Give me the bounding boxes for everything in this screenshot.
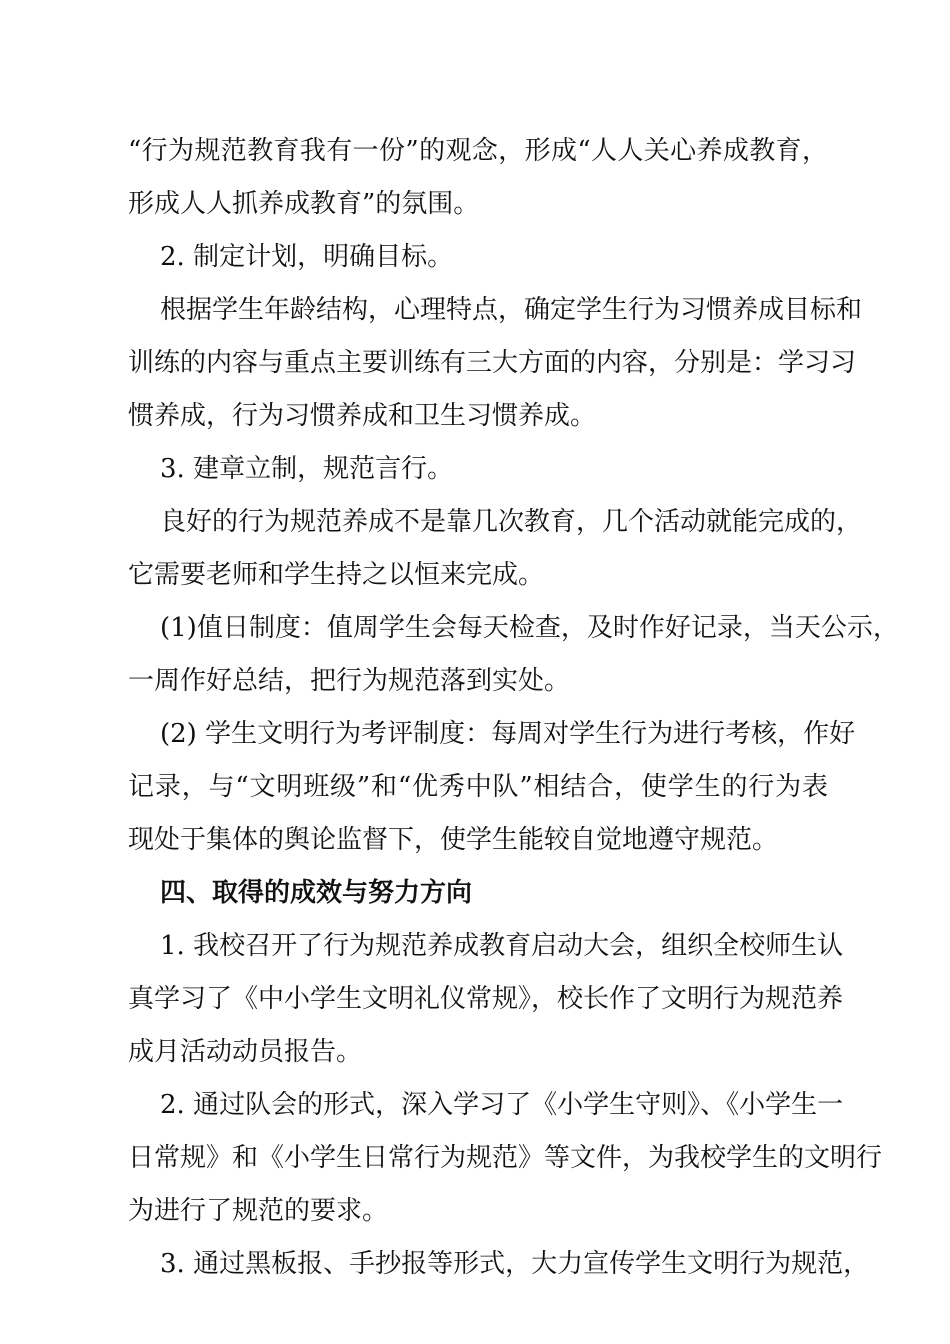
text-line: 现处于集体的舆论监督下，使学生能较自觉地遵守规范。: [128, 825, 779, 855]
document-body: [128, 125, 899, 1291]
paragraph: [128, 1079, 883, 1238]
text-line: 根据学生年龄结构，心理特点，确定学生行为习惯养成目标和: [160, 295, 863, 325]
paragraph: [128, 602, 899, 708]
text-line: 一周作好总结，把行为规范落到实处。: [128, 666, 571, 696]
paragraph: [128, 443, 828, 496]
text-line: (2) 学生文明行为考评制度：每周对学生行为进行考核，作好: [160, 719, 856, 749]
text-line: 惯养成，行为习惯养成和卫生习惯养成。: [128, 401, 597, 431]
text-line: 它需要老师和学生持之以恒来完成。: [128, 560, 545, 590]
paragraph: [128, 231, 828, 284]
heading-line: 四、取得的成效与努力方向: [160, 878, 473, 908]
text-line: 3. 建章立制，规范言行。: [160, 454, 454, 484]
text-line: 真学习了《中小学生文明礼仪常规》，校长作了文明行为规范养: [128, 984, 844, 1014]
paragraph: [128, 1238, 870, 1291]
text-line: (1)值日制度：值周学生会每天检查，及时作好记录，当天公示，: [160, 613, 899, 643]
text-line: 成月活动动员报告。: [128, 1037, 363, 1067]
text-line: 形成人人抓养成教育”的氛围。: [128, 189, 480, 219]
text-line: “行为规范教育我有一份”的观念，形成“人人关心养成教育，: [128, 136, 828, 166]
text-line: 良好的行为规范养成不是靠几次教育，几个活动就能完成的，: [160, 507, 863, 537]
section-heading: [128, 867, 828, 920]
paragraph: [128, 125, 828, 231]
text-line: 2. 通过队会的形式，深入学习了《小学生守则》、《小学生一: [160, 1090, 844, 1120]
text-line: 记录，与“文明班级”和“优秀中队”相结合，使学生的行为表: [128, 772, 828, 802]
text-line: 训练的内容与重点主要训练有三大方面的内容，分别是：学习习: [128, 348, 857, 378]
text-line: 日常规》和《小学生日常行为规范》等文件，为我校学生的文明行: [128, 1143, 883, 1173]
paragraph: [128, 920, 844, 1079]
text-line: 2. 制定计划，明确目标。: [160, 242, 454, 272]
text-line: 1. 我校召开了行为规范养成教育启动大会，组织全校师生认: [160, 931, 844, 961]
text-line: 为进行了规范的要求。: [128, 1196, 389, 1226]
paragraph: [128, 284, 863, 443]
text-line: 3. 通过黑板报、手抄报等形式，大力宣传学生文明行为规范，: [160, 1249, 870, 1279]
paragraph: [128, 496, 863, 602]
paragraph: [128, 708, 856, 867]
